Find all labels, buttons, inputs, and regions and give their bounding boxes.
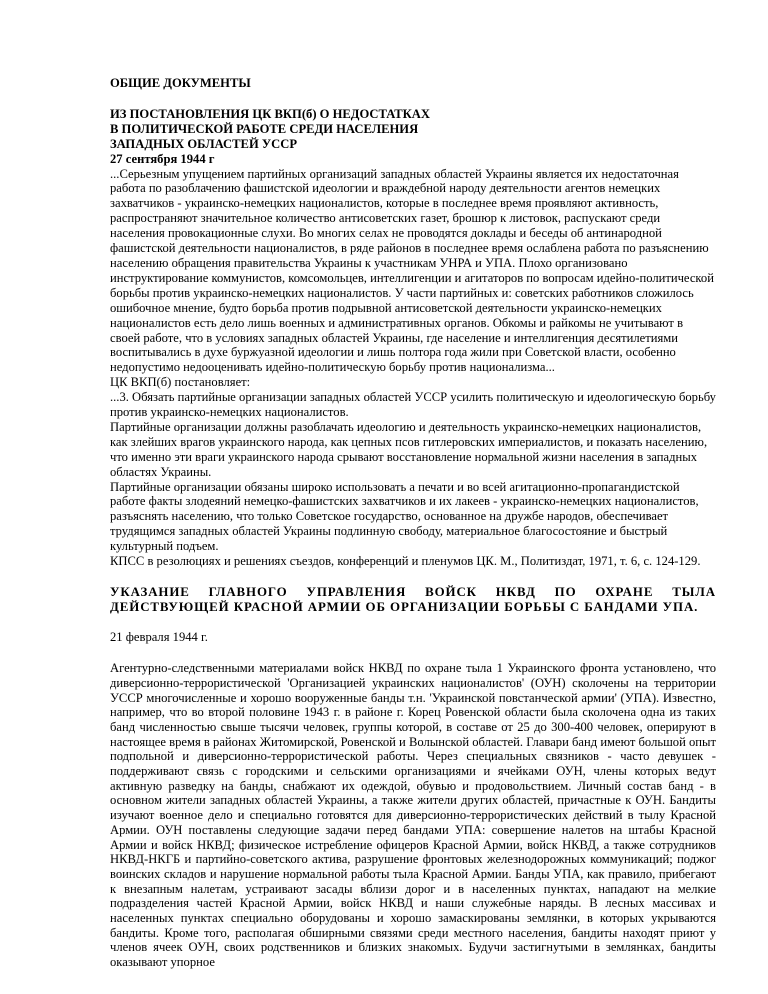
doc1-paragraph: Партийные организации обязаны широко использовать а печати и во всей агитационно-пропагандистской работе факты злодеяний немецко-фашистских захватчиков и их лакеев - украинско-немецких националистов, разъяснять населению, что только Советское государство, основанное на дружбе народов, обеспечивает трудящимся западных областей Украины подлинную свободу, материальное благосостояние и быстрый культурный подъем. — [110, 479, 699, 554]
document-page — [110, 76, 716, 970]
doc1-paragraph: ЦК ВКП(б) постановляет: — [110, 375, 251, 390]
section-title: ОБЩИЕ ДОКУМЕНТЫ — [110, 76, 251, 90]
doc1-title-line: ИЗ ПОСТАНОВЛЕНИЯ ЦК ВКП(б) О НЕДОСТАТКАХ — [110, 106, 430, 121]
doc1-title-line: ЗАПАДНЫХ ОБЛАСТЕЙ УССР — [110, 136, 298, 151]
doc1-paragraph: ...Серьезным упущением партийных организаций западных областей Украины является их недостаточная работа по разоблачению фашистской идеологии и враждебной народу деятельности агентов немецких захватчиков - украинско-немецких националистов, которые в последнее время проявляют активность, распространяют значительное количество антисоветских газет, брошюр к листовок, распускают среди населения провокационные слухи. Во многих селах не проводятся доклады и беседы об антинародной фашистской деятельности националистов, в ряде районов в последнее время ослаблена работа по разъяснению населению обращения правительства Украины к участникам УНРА и УПА. Плохо организовано инструктирование коммунистов, комсомольцев, интеллигенции и агитаторов по вопросам идейно-политической борьбы против украинско-немецких националистов. У части партийных и: советских работников сложилось ошибочное мнение, будто борьба против подрывной антисоветской деятельности украинско-немецких националистов есть дело лишь военных и административных органов. Обкомы и райкомы не учитывают в своей работе, что в условиях западных областей Украины, где население и интеллигенция десятилетиями воспитывались в духе буржуазной идеологии и лишь полтора года жили при Советской власти, особенно недопустимо недооценивать идейно-политическую борьбу против национализма... — [110, 166, 714, 375]
doc1 — [110, 107, 716, 569]
doc1-paragraph: Партийные организации должны разоблачать идеологию и деятельность украинско-немецких националистов, как злейших врагов украинского народа, как цепных псов гитлеровских империалистов, и показать населению, что именно эти враги украинского народа срывают восстановление нормальной жизни населения в западных областях Украины. — [110, 419, 708, 479]
doc1-source: КПСС в резолюциях и решениях съездов, конференций и пленумов ЦК. М., Политиздат, 1971, т. 6, с. 124-129. — [110, 554, 701, 569]
doc2-body: Агентурно-следственными материалами войск НКВД по охране тыла 1 Украинского фронта установлено, что диверсионно-террористической 'Организацией украинских националистов' (ОУН) сколочены на территории УССР многочисленные и хорошо вооруженные банды т.н. 'Украинской повстанческой армии' (УПА). Известно, например, что во второй половине 1943 г. в районе г. Корец Ровенской области была сколочена одна из таких банд численностью свыше тысячи человек, группы которой, в составе от 25 до 300-400 человек, оперируют в настоящее время в районах Житомирской, Ровенской и Волынской областей. Главари банд имеют большой опыт подпольной и диверсионно-террористической работы. Через специальных связников - часто девушек - поддерживают связь с городскими и сельскими организациями и ячейками ОУН, члены которых ведут активную разведку на банды, снабжают их одеждой, обувью и продовольствием. Личный состав банд - в основном жители западных областей Украины, а также жители других областей, причастные к ОУН. Бандиты изучают военное дело и специально готовятся для диверсионно-террористических действий в тылу Красной Армии. ОУН поставлены следующие задачи перед бандами УПА: совершение налетов на штабы Красной Армии и войск НКВД; физическое истребление офицеров Красной Армии, войск НКВД, а также сотрудников НКВД-НКГБ и партийно-советского актива, разрушение фронтовых железнодорожных коммуникаций; поджог воинских складов и нарушение нормальной работы тыла Красной Армии. Банды УПА, как правило, прибегают к внезапным налетам, устраивают засады вблизи дорог и в населенных пунктах, нападают на мелкие подразделения частей Красной Армии, войск НКВД и наши служебные наряды. В лесных массивах и населенных пунктах специально оборудованы и хорошо замаскированы землянки, в которых укрываются бандиты. Кроме того, располагая обширными связями среди местного населения, бандиты находят приют у членов ячеек ОУН, своих родственников и близких знакомых. Будучи застигнутыми в землянках, бандиты оказывают упорное — [110, 661, 716, 970]
doc1-paragraph: ...3. Обязать партийные организации западных областей УССР усилить политическую и идеологическую борьбу против украинско-немецких националистов. — [110, 390, 716, 420]
doc2 — [110, 585, 716, 970]
doc1-date: 27 сентября 1944 г — [110, 151, 215, 166]
doc1-title-line: В ПОЛИТИЧЕСКОЙ РАБОТЕ СРЕДИ НАСЕЛЕНИЯ — [110, 121, 419, 136]
doc2-title: УКАЗАНИЕ ГЛАВНОГО УПРАВЛЕНИЯ ВОЙСК НКВД ПО ОХРАНЕ ТЫЛА ДЕЙСТВУЮЩЕЙ КРАСНОЙ АРМИИ ОБ ОРГАНИЗАЦИИ БОРЬБЫ С БАНДАМИ УПА. — [110, 585, 716, 614]
doc2-date: 21 февраля 1944 г. — [110, 630, 208, 645]
